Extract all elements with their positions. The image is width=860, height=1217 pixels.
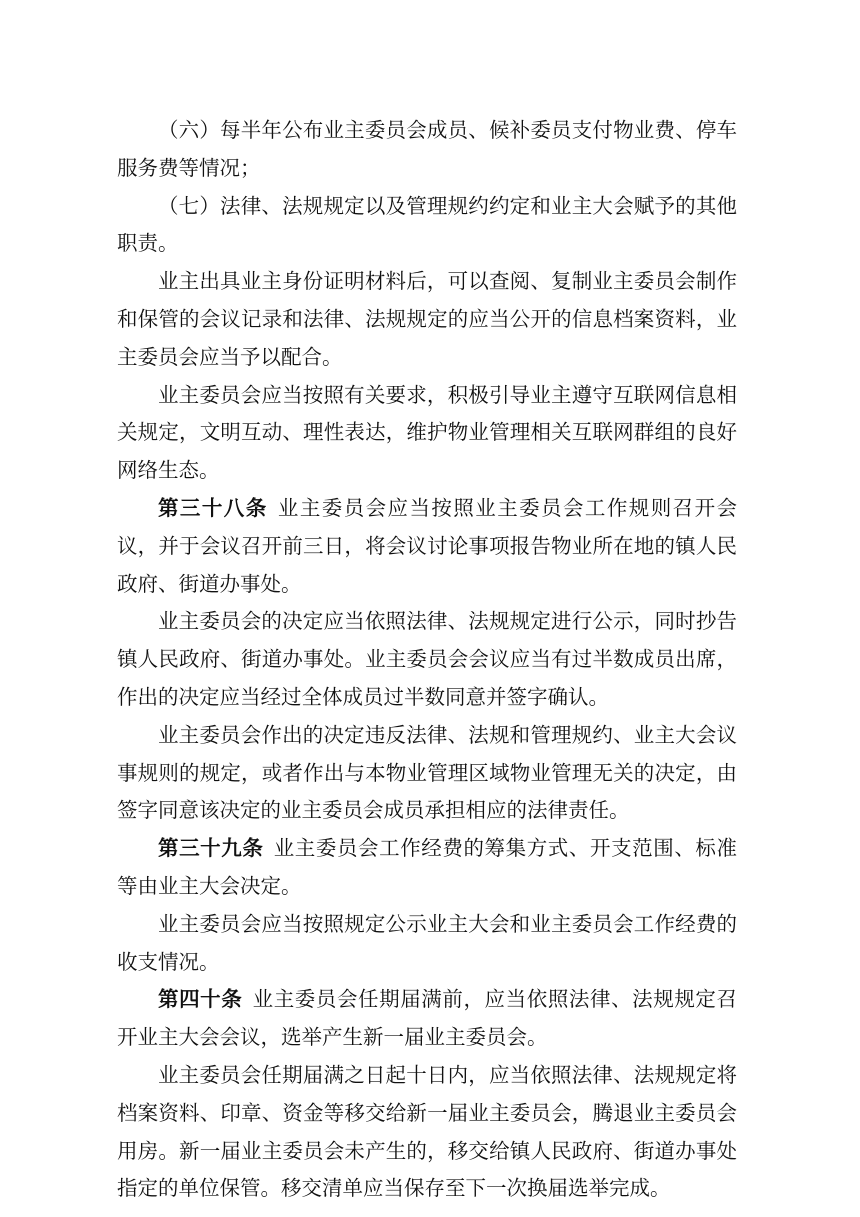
article-38 (117, 490, 737, 603)
article-39-heading: 第三十九条 (158, 836, 264, 861)
paragraph-6 (117, 603, 737, 716)
paragraph-9-text: 业主委员会应当按照规定公示业主大会和业主委员会工作经费的收支情况。 (117, 911, 737, 974)
paragraph-3-text: 业主出具业主身份证明材料后，可以查阅、复制业主委员会制作和保管的会议记录和法律、法规规定的应当公开的信息档案资料，业主委员会应当予以配合。 (117, 269, 737, 369)
paragraph-1 (117, 112, 737, 188)
article-40-text: 业主委员会任期届满前，应当依照法律、法规规定召开业主大会会议，选举产生新一届业主委员会。 (117, 987, 738, 1050)
article-38-text: 业主委员会应当按照业主委员会工作规则召开会议，并于会议召开前三日，将会议讨论事项报告物业所在地的镇人民政府、街道办事处。 (117, 495, 738, 596)
document-body (117, 112, 737, 1208)
paragraph-11-text: 业主委员会任期届满之日起十日内，应当依照法律、法规规定将档案资料、印章、资金等移交给新一届业主委员会，腾退业主委员会用房。新一届业主委员会未产生的，移交给镇人民政府、街道办事处指定的单位保管。移交清单应当保存至下一次换届选举完成。 (117, 1062, 737, 1201)
article-40 (117, 981, 737, 1057)
paragraph-7 (117, 717, 737, 830)
paragraph-1-text: （六）每半年公布业主委员会成员、候补委员支付物业费、停车服务费等情况； (117, 118, 737, 180)
paragraph-3 (117, 263, 737, 376)
paragraph-7-text: 业主委员会作出的决定违反法律、法规和管理规约、业主大会议事规则的规定，或者作出与本物业管理区域物业管理无关的决定，由签字同意该决定的业主委员会成员承担相应的法律责任。 (117, 722, 737, 823)
article-39 (117, 830, 737, 906)
article-39-text: 业主委员会工作经费的筹集方式、开支范围、标准等由业主大会决定。 (117, 836, 738, 898)
paragraph-6-text: 业主委员会的决定应当依照法律、法规规定进行公示，同时抄告镇人民政府、街道办事处。业主委员会会议应当有过半数成员出席，作出的决定应当经过全体成员过半数同意并签字确认。 (117, 609, 737, 709)
article-38-heading: 第三十八条 (158, 495, 268, 520)
paragraph-4 (117, 377, 737, 490)
paragraph-2 (117, 188, 737, 264)
article-40-heading: 第四十条 (158, 987, 243, 1012)
paragraph-11 (117, 1057, 737, 1208)
paragraph-9 (117, 906, 737, 982)
paragraph-4-text: 业主委员会应当按照有关要求，积极引导业主遵守互联网信息相关规定，文明互动、理性表达，维护物业管理相关互联网群组的良好网络生态。 (117, 382, 737, 483)
paragraph-2-text: （七）法律、法规规定以及管理规约约定和业主大会赋予的其他职责。 (117, 193, 737, 256)
